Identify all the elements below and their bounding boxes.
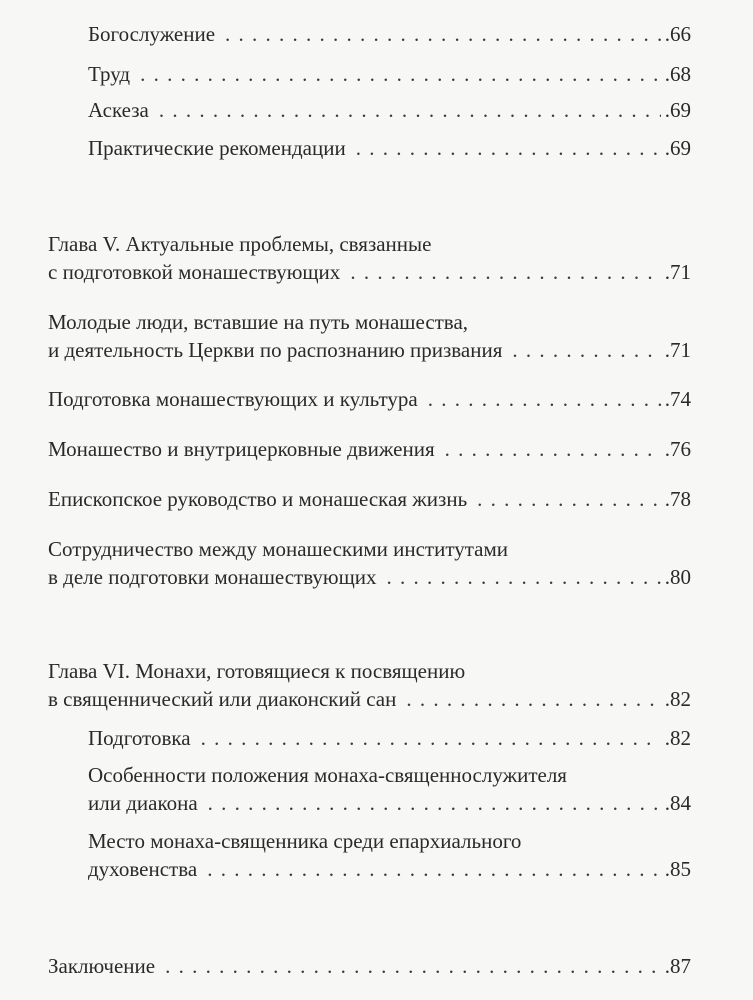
toc-entry-title: в деле подготовки монашествующих xyxy=(48,565,377,589)
toc-leader-dots xyxy=(208,789,661,817)
toc-entry-title: Место монаха-священника среди епархиального xyxy=(88,829,522,853)
toc-page-number: .82 xyxy=(664,726,691,750)
toc-entry-line xyxy=(48,308,691,336)
toc-entry xyxy=(88,855,691,883)
toc-page-number: .66 xyxy=(664,22,691,46)
toc-entry-title: Аскеза xyxy=(88,98,149,122)
toc-page-number: .76 xyxy=(664,437,691,461)
toc-entry-line xyxy=(88,761,691,789)
toc-page-number: .69 xyxy=(664,136,691,160)
chapter-heading-line xyxy=(48,657,691,685)
toc-entry xyxy=(88,96,691,124)
toc-entry xyxy=(48,336,691,364)
toc-entry xyxy=(88,134,691,162)
toc-entry-line xyxy=(48,535,691,563)
toc-entry-title: Подготовка монашествующих и культура xyxy=(48,387,418,411)
toc-leader-dots xyxy=(165,952,661,980)
toc-page-number: .69 xyxy=(664,98,691,122)
toc-entry-title: Богослужение xyxy=(88,22,216,46)
toc-page-number: .87 xyxy=(664,954,691,978)
toc-entry-title: Труд xyxy=(88,62,131,86)
chapter-title: Глава VI. Монахи, готовящиеся к посвящению xyxy=(48,659,466,683)
toc-entry xyxy=(88,789,691,817)
toc-leader-dots xyxy=(445,435,661,463)
toc-entry xyxy=(48,485,691,513)
toc-page-number: .82 xyxy=(664,687,691,711)
toc-entry-title: в священнический или диаконский сан xyxy=(48,687,397,711)
toc-entry-line xyxy=(88,827,691,855)
toc-entry-title: с подготовкой монашествующих xyxy=(48,260,341,284)
toc-entry xyxy=(48,385,691,413)
chapter-title: Глава V. Актуальные проблемы, связанные xyxy=(48,232,432,256)
toc-leader-dots xyxy=(406,685,660,713)
toc-entry-title: или диакона xyxy=(88,791,198,815)
toc-page-number: .74 xyxy=(664,387,691,411)
toc-entry xyxy=(48,952,691,980)
toc-page-number: .68 xyxy=(664,62,691,86)
toc-entry xyxy=(48,258,691,286)
toc-page-number: .71 xyxy=(664,338,691,362)
toc-entry-title: и деятельность Церкви по распознанию призвания xyxy=(48,338,503,362)
toc-leader-dots xyxy=(201,724,661,752)
toc-leader-dots xyxy=(512,336,660,364)
toc-entry xyxy=(88,20,691,48)
toc-entry-title: духовенства xyxy=(88,857,198,881)
toc-page-number: .85 xyxy=(664,857,691,881)
toc-leader-dots xyxy=(477,485,661,513)
toc-page-number: .78 xyxy=(664,487,691,511)
toc-page-number: .80 xyxy=(664,565,691,589)
toc-entry-title: Епископское руководство и монашеская жизнь xyxy=(48,487,468,511)
chapter-heading-line xyxy=(48,230,691,258)
toc-entry xyxy=(48,435,691,463)
toc-page-number: .84 xyxy=(664,791,691,815)
toc-entry-title: Практические рекомендации xyxy=(88,136,346,160)
toc-leader-dots xyxy=(207,855,661,883)
toc-entry-title: Сотрудничество между монашескими институтами xyxy=(48,537,509,561)
toc-leader-dots xyxy=(428,385,661,413)
toc-entry-title: Молодые люди, вставшие на путь монашества, xyxy=(48,310,469,334)
toc-entry-title: Заключение xyxy=(48,954,156,978)
toc-entry-title: Подготовка xyxy=(88,726,191,750)
toc-leader-dots xyxy=(356,134,661,162)
toc-leader-dots xyxy=(387,563,661,591)
toc-entry-title: Монашество и внутрицерковные движения xyxy=(48,437,435,461)
toc-entry xyxy=(88,60,691,88)
toc-entry xyxy=(48,685,691,713)
toc-entry xyxy=(48,563,691,591)
toc-page-number: .71 xyxy=(664,260,691,284)
toc-entry xyxy=(88,724,691,752)
toc-entry-title: Особенности положения монаха-священнослужителя xyxy=(88,763,567,787)
toc-leader-dots xyxy=(140,60,661,88)
toc-leader-dots xyxy=(159,96,661,124)
toc-leader-dots xyxy=(350,258,660,286)
toc-leader-dots xyxy=(225,20,661,48)
